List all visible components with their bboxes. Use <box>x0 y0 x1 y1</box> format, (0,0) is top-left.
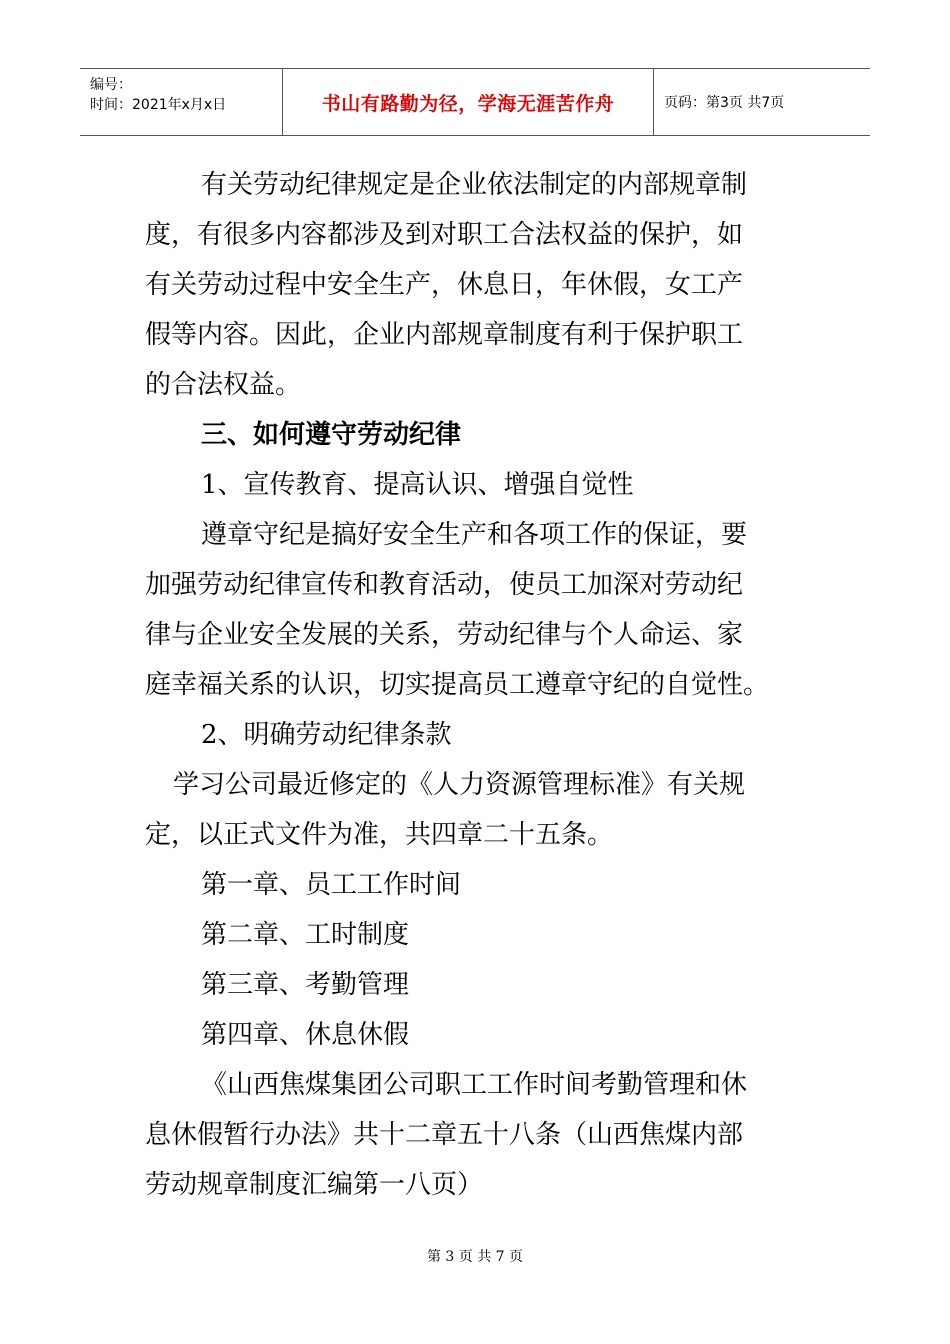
paragraph-line: 加强劳动纪律宣传和教育活动，使员工加深对劳动纪 <box>145 570 744 600</box>
paragraph-line: 的合法权益。 <box>145 370 302 400</box>
subsection-heading: 2、明确劳动纪律条款 <box>201 720 452 750</box>
document-body <box>145 160 825 1210</box>
paragraph-line: 定，以正式文件为准，共四章二十五条。 <box>145 820 614 850</box>
paragraph-line: 劳动规章制度汇编第一八页） <box>145 1170 484 1200</box>
paragraph-line: 度，有很多内容都涉及到对职工合法权益的保护，如 <box>145 220 744 250</box>
page-header <box>80 68 870 136</box>
section-heading: 三、如何遵守劳动纪律 <box>201 420 462 450</box>
document-number-label: 编号： <box>90 77 132 93</box>
paragraph-line: 有关劳动过程中安全生产，休息日，年休假，女工产 <box>145 270 744 300</box>
subsection-heading: 1、宣传教育、提高认识、增强自觉性 <box>201 470 634 500</box>
chapter-item: 第二章、工时制度 <box>201 920 410 950</box>
paragraph-line: 假等内容。因此，企业内部规章制度有利于保护职工 <box>145 320 744 350</box>
paragraph-line: 学习公司最近修定的《人力资源管理标准》有关规 <box>173 770 746 800</box>
paragraph-line: 遵章守纪是搞好安全生产和各项工作的保证，要 <box>201 520 748 550</box>
header-page-info: 页码：第3页 共7页 <box>664 95 785 111</box>
paragraph-line: 息休假暂行办法》共十二章五十八条（山西焦煤内部 <box>145 1120 744 1150</box>
page-footer: 第 3 页 共 7 页 <box>426 1249 524 1265</box>
header-meta <box>80 69 283 135</box>
document-time-label: 时间：2021年x月x日 <box>90 97 227 113</box>
paragraph-line: 《山西焦煤集团公司职工工作时间考勤管理和休 <box>201 1070 748 1100</box>
header-motto: 书山有路勤为径，学海无涯苦作舟 <box>283 69 654 135</box>
chapter-item: 第一章、员工工作时间 <box>201 870 462 900</box>
chapter-item: 第三章、考勤管理 <box>201 970 410 1000</box>
paragraph-line: 有关劳动纪律规定是企业依法制定的内部规章制 <box>201 170 748 200</box>
paragraph-line: 律与企业安全发展的关系，劳动纪律与个人命运、家 <box>145 620 744 650</box>
paragraph-line: 庭幸福关系的认识，切实提高员工遵章守纪的自觉性。 <box>145 670 770 700</box>
chapter-item: 第四章、休息休假 <box>201 1020 410 1050</box>
